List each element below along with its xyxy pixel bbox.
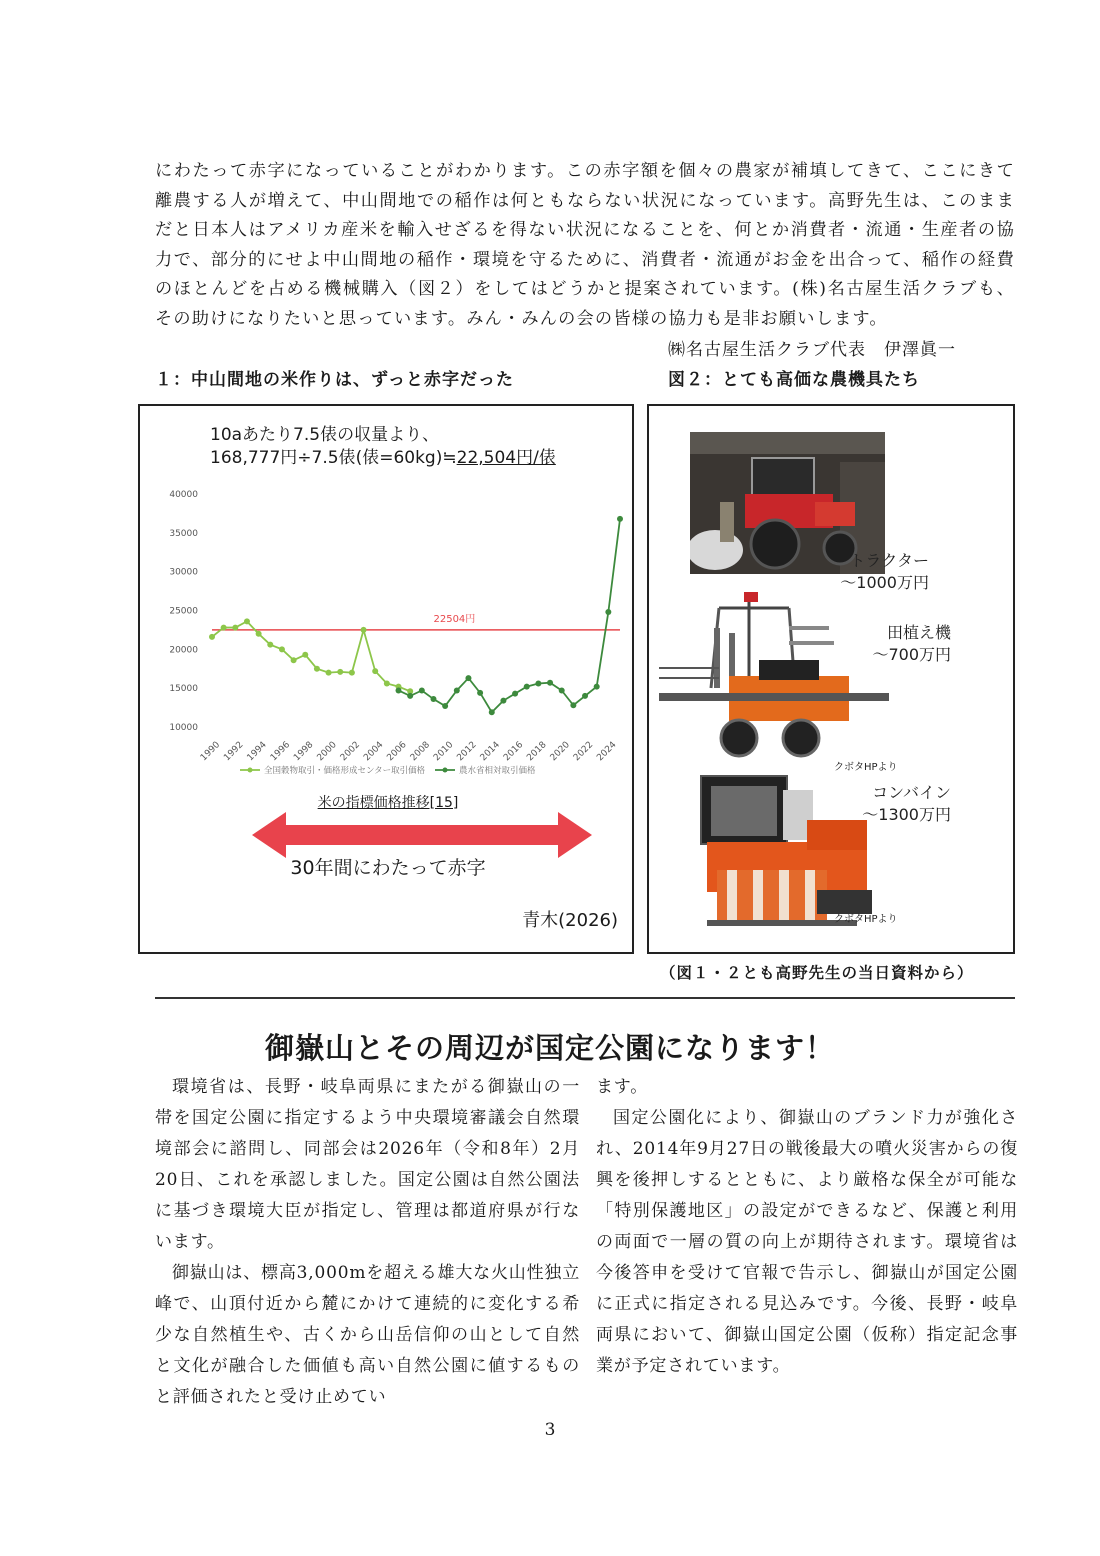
series-2-point	[512, 691, 518, 697]
article-paragraph-2-end: ます。	[596, 1077, 649, 1097]
x-tick-label: 1998	[292, 739, 316, 764]
y-tick-label: 20000	[169, 645, 198, 656]
series-2-point	[477, 690, 483, 696]
planter-price: ～700万円	[872, 645, 951, 664]
chart-title: 米の指標価格推移[15]	[317, 795, 459, 811]
x-tick-label: 2002	[338, 739, 363, 764]
legend-label-2: 農水省相対取引価格	[459, 766, 536, 776]
y-tick-label: 25000	[169, 606, 198, 617]
series-1-point	[349, 670, 355, 676]
series-1-point	[267, 642, 273, 648]
planter-label: 田植え機	[886, 623, 951, 642]
series-1-point	[232, 625, 238, 631]
series-1-point	[302, 652, 308, 658]
series-2-point	[559, 687, 565, 693]
y-tick-label: 30000	[169, 567, 198, 578]
series-1-point	[337, 669, 343, 675]
x-tick-label: 2014	[478, 739, 502, 764]
legend-marker-2	[443, 768, 448, 773]
signature: ㈱名古屋生活クラブ代表 伊澤眞一	[668, 340, 956, 360]
series-2-point	[489, 709, 495, 715]
series-2-point	[617, 516, 623, 522]
x-tick-label: 1994	[245, 739, 269, 764]
x-tick-label: 1992	[222, 739, 246, 764]
planter-text	[872, 622, 951, 666]
figure1-note-line1: 10aあたり7.5俵の収量より、	[210, 425, 440, 445]
series-1-point	[291, 657, 297, 663]
figure1-caption: １：中山間地の米作りは、ずっと赤字だった	[155, 370, 514, 390]
article-paragraph-2: 御嶽山は、標高3,000mを超える雄大な火山性独立峰で、山頂付近から麓にかけて連続的に変化する希少な自然植生や、古くから山岳信仰の山として自然と文化が融合した価値も高い自然公園に値するものと評価されたと受け止めてい	[155, 1263, 580, 1407]
figures-source-note: （図１・２とも高野先生の当日資料から）	[660, 964, 974, 982]
series-1-point	[314, 666, 320, 672]
series-2-point	[500, 698, 506, 704]
y-tick-label: 35000	[169, 528, 198, 539]
x-tick-label: 2000	[315, 739, 339, 764]
article-paragraph-1: 環境省は、長野・岐阜両県にまたがる御嶽山の一帯を国定公園に指定するよう中央環境審議会自然環境部会に諮問し、同部会は2026年（令和8年）2月20日、これを承認しました。国定公園は自然公園法に基づき環境大臣が指定し、管理は都道府県が行ないます。	[155, 1077, 580, 1252]
arrow-label: 30年間にわたって赤字	[290, 857, 486, 879]
combine-label: コンバイン	[872, 783, 951, 802]
combine-price: ～1300万円	[862, 805, 951, 824]
series-2-point	[570, 702, 576, 708]
y-tick-label: 15000	[169, 684, 198, 695]
article-column-right	[596, 1072, 1018, 1382]
kubota-source-2: クボタHPより	[834, 914, 898, 925]
series-1-point	[221, 625, 227, 631]
kubota-source-1: クボタHPより	[834, 762, 898, 773]
series-2-point	[547, 680, 553, 686]
series-2-point	[407, 693, 413, 699]
series-1-point	[244, 618, 250, 624]
figure2-panel	[647, 404, 1015, 954]
series-1-point	[209, 634, 215, 640]
x-tick-label: 2022	[571, 739, 596, 764]
article-paragraph-3: 国定公園化により、御嶽山のブランド力が強化され、2014年9月27日の戦後最大の噴火災害からの復興を後押しするとともに、より厳格な保全が可能な「特別保護地区」の設定ができるなど、保護と利用の両面で一層の質の向上が期待されます。環境省は今後答申を受けて官報で告示し、御嶽山が国定公園に正式に指定される見込みです。今後、長野・岐阜両県において、御嶽山国定公園（仮称）指定記念事業が予定されています。	[596, 1108, 1018, 1376]
x-tick-label: 2004	[362, 739, 386, 764]
figure2-caption: 図２：とても高価な農機具たち	[668, 370, 920, 390]
section-divider	[155, 997, 1015, 999]
x-tick-label: 2024	[595, 739, 619, 764]
series-2-point	[605, 609, 611, 615]
y-tick-label: 10000	[169, 723, 198, 733]
series-2-point	[582, 693, 588, 699]
series-2-point	[454, 687, 460, 693]
x-tick-label: 2016	[502, 739, 526, 764]
series-2-point	[396, 687, 402, 693]
deficit-arrow	[252, 812, 592, 858]
figure1-author: 青木(2026)	[522, 910, 618, 931]
rice-planter-icon	[659, 588, 899, 768]
figure1-panel	[138, 404, 634, 954]
series-2-point	[594, 684, 600, 690]
series-line-1	[212, 621, 410, 691]
figure1-note-result: 22,504円/俵	[456, 448, 556, 468]
figure1-note-formula: 168,777円÷7.5俵(俵=60kg)≒	[210, 448, 457, 468]
series-2-point	[419, 687, 425, 693]
intro-paragraph: にわたって赤字になっていることがわかります。この赤字額を個々の農家が補填してきて、ここにきて離農する人が増えて、中山間地での稲作は何ともならない状況になっています。高野先生は、このままだと日本人はアメリカ産米を輸入せざるを得ない状況になることを、何とか消費者・流通・生産者の協力で、部分的にせよ中山間地の稲作・環境を守るために、消費者・流通がお金を出合って、稲作の経費のほとんどを占める機械購入（図２）をしてはどうかと提案されています。(株)名古屋生活クラブも、その助けになりたいと思っています。みん・みんの会の皆様の協力も是非お願いします。	[155, 161, 1016, 329]
tractor-price: ～1000万円	[840, 573, 929, 592]
legend-label-1: 全国穀物取引・価格形成センター取引価格	[264, 766, 426, 776]
series-line-2	[399, 519, 620, 712]
series-1-point	[326, 670, 332, 676]
x-tick-label: 1996	[268, 739, 293, 764]
series-1-point	[279, 646, 285, 652]
series-1-point	[372, 668, 378, 674]
x-tick-label: 2008	[408, 739, 433, 764]
y-tick-label: 40000	[169, 490, 198, 500]
x-tick-label: 2018	[525, 739, 549, 764]
article-title: 御嶽山とその周辺が国定公園になります！	[264, 1031, 835, 1065]
x-tick-label: 2012	[455, 739, 479, 764]
series-2-point	[524, 684, 530, 690]
series-1-point	[384, 681, 390, 687]
series-2-point	[535, 681, 541, 687]
x-tick-label: 2010	[432, 739, 456, 764]
article-column-left	[155, 1072, 580, 1413]
combine-text	[862, 782, 951, 826]
page-number: 3	[544, 1420, 556, 1440]
series-2-point	[465, 675, 471, 681]
x-tick-label: 1990	[198, 739, 223, 764]
reference-line-label: 22504円	[433, 613, 476, 625]
legend-marker-1	[248, 768, 253, 773]
series-2-point	[430, 696, 436, 702]
series-1-point	[256, 631, 262, 637]
x-tick-label: 2020	[548, 739, 572, 764]
series-2-point	[442, 703, 448, 709]
intro-paragraph-block	[155, 157, 1015, 335]
x-tick-label: 2006	[385, 739, 409, 764]
tractor-label: トラクター	[849, 551, 929, 570]
series-1-point	[361, 627, 367, 633]
